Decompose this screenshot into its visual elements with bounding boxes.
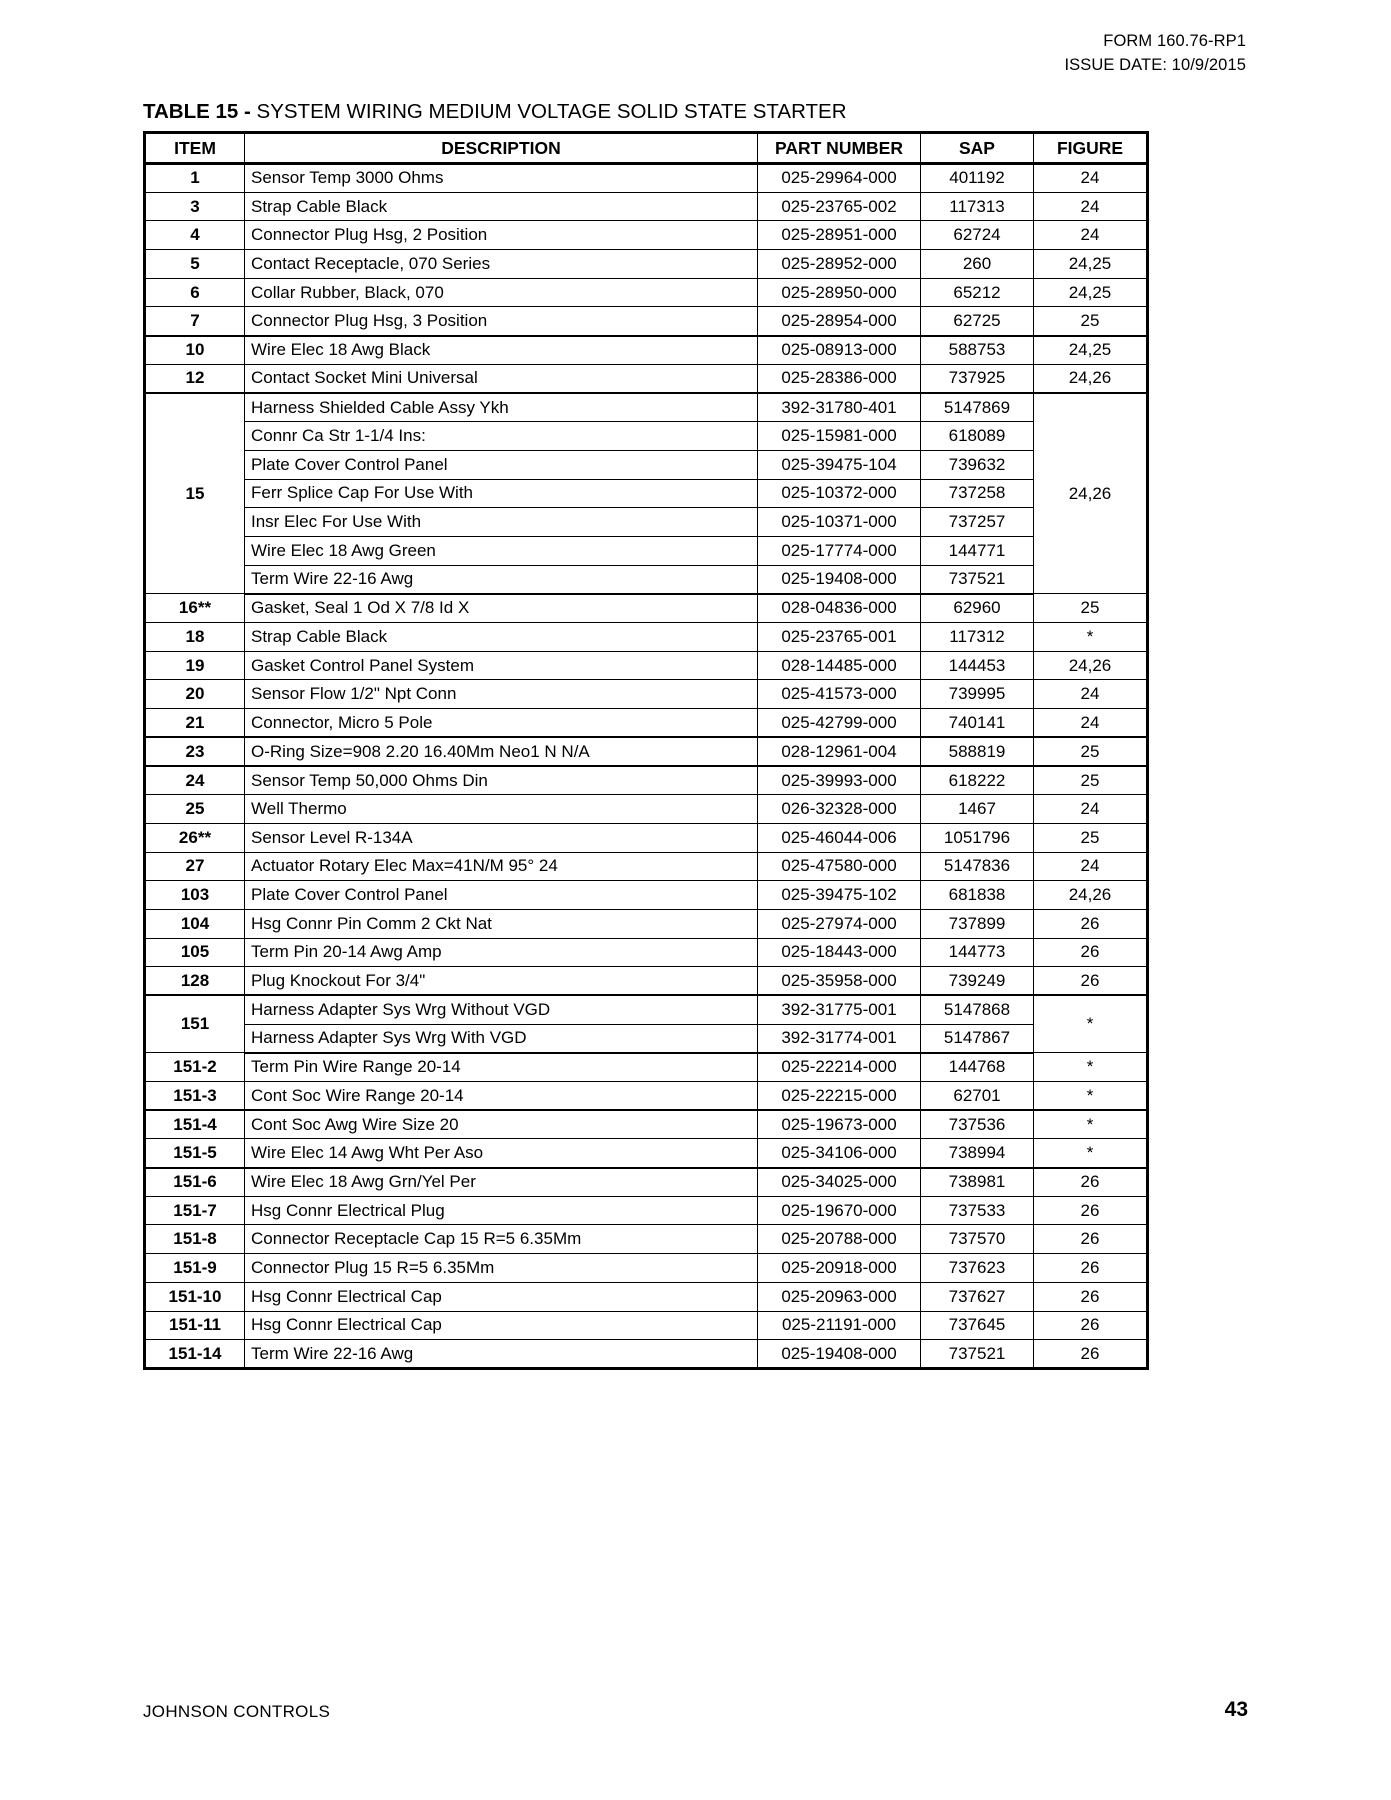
cell-part-number: 028-12961-004 [758, 737, 921, 766]
cell-part-number: 025-28950-000 [758, 278, 921, 307]
cell-part-number: 025-34025-000 [758, 1168, 921, 1197]
cell-description: Connector Plug Hsg, 2 Position [245, 221, 758, 250]
table-row [145, 680, 1148, 709]
cell-figure: 25 [1034, 766, 1148, 795]
cell-part-number: 392-31780-401 [758, 393, 921, 422]
cell-description: Term Wire 22-16 Awg [245, 1340, 758, 1369]
table-row [145, 823, 1148, 852]
cell-sap: 5147868 [921, 995, 1034, 1024]
cell-item: 151 [145, 995, 245, 1052]
cell-sap: 738994 [921, 1139, 1034, 1168]
cell-sap: 588819 [921, 737, 1034, 766]
table-row [145, 1254, 1148, 1283]
cell-part-number: 025-20788-000 [758, 1225, 921, 1254]
cell-figure: 24 [1034, 164, 1148, 193]
cell-description: Connr Ca Str 1-1/4 Ins: [245, 422, 758, 451]
cell-part-number: 025-39993-000 [758, 766, 921, 795]
cell-part-number: 025-19408-000 [758, 565, 921, 594]
table-row [145, 479, 1148, 508]
cell-description: Sensor Level R-134A [245, 823, 758, 852]
cell-item: 25 [145, 795, 245, 824]
table-row [145, 1311, 1148, 1340]
cell-sap: 737925 [921, 364, 1034, 393]
cell-part-number: 025-28952-000 [758, 250, 921, 279]
cell-item: 16** [145, 594, 245, 623]
cell-sap: 1051796 [921, 823, 1034, 852]
parts-table [143, 131, 1149, 1370]
cell-part-number: 025-28386-000 [758, 364, 921, 393]
cell-description: Term Pin Wire Range 20-14 [245, 1053, 758, 1082]
cell-sap: 739249 [921, 967, 1034, 996]
cell-sap: 740141 [921, 709, 1034, 738]
cell-description: Connector Receptacle Cap 15 R=5 6.35Mm [245, 1225, 758, 1254]
cell-description: Term Pin 20-14 Awg Amp [245, 938, 758, 967]
table-row [145, 737, 1148, 766]
cell-description: Gasket Control Panel System [245, 651, 758, 680]
cell-figure: 26 [1034, 938, 1148, 967]
cell-item: 7 [145, 307, 245, 336]
cell-item: 151-8 [145, 1225, 245, 1254]
cell-part-number: 025-17774-000 [758, 536, 921, 565]
cell-figure: 24,26 [1034, 881, 1148, 910]
cell-description: Collar Rubber, Black, 070 [245, 278, 758, 307]
table-row [145, 709, 1148, 738]
cell-item: 4 [145, 221, 245, 250]
cell-description: Sensor Temp 3000 Ohms [245, 164, 758, 193]
cell-description: Strap Cable Black [245, 623, 758, 652]
cell-part-number: 025-15981-000 [758, 422, 921, 451]
cell-sap: 737258 [921, 479, 1034, 508]
cell-item: 1 [145, 164, 245, 193]
cell-description: O-Ring Size=908 2.20 16.40Mm Neo1 N N/A [245, 737, 758, 766]
table-label: TABLE 15 - [143, 100, 251, 123]
cell-part-number: 025-42799-000 [758, 709, 921, 738]
cell-item: 151-10 [145, 1282, 245, 1311]
cell-sap: 401192 [921, 164, 1034, 193]
cell-part-number: 025-29964-000 [758, 164, 921, 193]
cell-item: 151-9 [145, 1254, 245, 1283]
cell-figure: 24,25 [1034, 336, 1148, 365]
table-row [145, 1196, 1148, 1225]
cell-sap: 5147867 [921, 1024, 1034, 1053]
parts-table-container [143, 131, 1146, 1370]
cell-sap: 144768 [921, 1053, 1034, 1082]
cell-sap: 737899 [921, 909, 1034, 938]
table-row [145, 995, 1148, 1024]
cell-part-number: 025-28954-000 [758, 307, 921, 336]
table-row [145, 192, 1148, 221]
cell-item: 21 [145, 709, 245, 738]
cell-item: 151-4 [145, 1110, 245, 1139]
cell-item: 151-2 [145, 1053, 245, 1082]
cell-sap: 65212 [921, 278, 1034, 307]
cell-description: Connector Plug Hsg, 3 Position [245, 307, 758, 336]
cell-description: Connector, Micro 5 Pole [245, 709, 758, 738]
cell-description: Harness Shielded Cable Assy Ykh [245, 393, 758, 422]
document-header [1064, 30, 1246, 78]
cell-item: 151-5 [145, 1139, 245, 1168]
cell-figure: 24,25 [1034, 278, 1148, 307]
cell-part-number: 392-31775-001 [758, 995, 921, 1024]
cell-description: Wire Elec 18 Awg Black [245, 336, 758, 365]
table-row [145, 766, 1148, 795]
cell-sap: 588753 [921, 336, 1034, 365]
cell-figure: 24 [1034, 709, 1148, 738]
form-number: FORM 160.76-RP1 [1103, 32, 1246, 50]
column-header-sap: SAP [921, 133, 1034, 164]
cell-figure: 26 [1034, 1254, 1148, 1283]
table-row [145, 422, 1148, 451]
cell-item: 3 [145, 192, 245, 221]
cell-sap: 117312 [921, 623, 1034, 652]
cell-figure: 26 [1034, 909, 1148, 938]
cell-description: Strap Cable Black [245, 192, 758, 221]
cell-sap: 62724 [921, 221, 1034, 250]
table-header-row [145, 133, 1148, 164]
cell-sap: 737533 [921, 1196, 1034, 1225]
table-row [145, 1024, 1148, 1053]
cell-item: 151-6 [145, 1168, 245, 1197]
cell-sap: 737570 [921, 1225, 1034, 1254]
cell-part-number: 028-04836-000 [758, 594, 921, 623]
cell-description: Contact Socket Mini Universal [245, 364, 758, 393]
table-row [145, 967, 1148, 996]
cell-part-number: 025-28951-000 [758, 221, 921, 250]
cell-sap: 737536 [921, 1110, 1034, 1139]
cell-figure: 26 [1034, 1225, 1148, 1254]
column-header-description: DESCRIPTION [245, 133, 758, 164]
cell-description: Harness Adapter Sys Wrg With VGD [245, 1024, 758, 1053]
cell-part-number: 025-41573-000 [758, 680, 921, 709]
cell-item: 12 [145, 364, 245, 393]
cell-part-number: 025-19670-000 [758, 1196, 921, 1225]
cell-part-number: 028-14485-000 [758, 651, 921, 680]
cell-part-number: 025-19673-000 [758, 1110, 921, 1139]
cell-sap: 618222 [921, 766, 1034, 795]
cell-figure: 26 [1034, 1168, 1148, 1197]
table-row [145, 623, 1148, 652]
cell-part-number: 025-35958-000 [758, 967, 921, 996]
cell-item: 151-7 [145, 1196, 245, 1225]
cell-figure: 25 [1034, 823, 1148, 852]
cell-figure: * [1034, 1110, 1148, 1139]
column-header-item: ITEM [145, 133, 245, 164]
cell-part-number: 025-08913-000 [758, 336, 921, 365]
cell-sap: 5147869 [921, 393, 1034, 422]
cell-item: 151-3 [145, 1082, 245, 1111]
cell-figure: 24,25 [1034, 250, 1148, 279]
cell-description: Actuator Rotary Elec Max=41N/M 95° 24 [245, 852, 758, 881]
cell-description: Hsg Connr Electrical Cap [245, 1311, 758, 1340]
cell-sap: 144771 [921, 536, 1034, 565]
cell-description: Well Thermo [245, 795, 758, 824]
cell-item: 10 [145, 336, 245, 365]
cell-sap: 62701 [921, 1082, 1034, 1111]
cell-description: Hsg Connr Electrical Cap [245, 1282, 758, 1311]
cell-sap: 737257 [921, 508, 1034, 537]
table-row [145, 651, 1148, 680]
cell-figure: 24 [1034, 795, 1148, 824]
footer-page-number: 43 [1224, 1698, 1248, 1721]
cell-sap: 737521 [921, 565, 1034, 594]
cell-part-number: 025-27974-000 [758, 909, 921, 938]
cell-figure: 24 [1034, 221, 1148, 250]
page-title [143, 100, 847, 125]
cell-item: 24 [145, 766, 245, 795]
cell-figure: 24 [1034, 852, 1148, 881]
cell-description: Sensor Temp 50,000 Ohms Din [245, 766, 758, 795]
table-row [145, 1139, 1148, 1168]
table-row [145, 565, 1148, 594]
table-body [145, 164, 1148, 1369]
cell-item: 20 [145, 680, 245, 709]
cell-sap: 739632 [921, 450, 1034, 479]
cell-part-number: 025-46044-006 [758, 823, 921, 852]
cell-part-number: 025-22214-000 [758, 1053, 921, 1082]
cell-part-number: 025-22215-000 [758, 1082, 921, 1111]
cell-sap: 681838 [921, 881, 1034, 910]
cell-item: 15 [145, 393, 245, 594]
cell-part-number: 025-10372-000 [758, 479, 921, 508]
cell-sap: 737521 [921, 1340, 1034, 1369]
cell-part-number: 025-21191-000 [758, 1311, 921, 1340]
cell-item: 18 [145, 623, 245, 652]
cell-sap: 144773 [921, 938, 1034, 967]
cell-description: Wire Elec 18 Awg Green [245, 536, 758, 565]
cell-description: Connector Plug 15 R=5 6.35Mm [245, 1254, 758, 1283]
cell-figure: 24,26 [1034, 364, 1148, 393]
table-row [145, 536, 1148, 565]
cell-part-number: 025-23765-001 [758, 623, 921, 652]
cell-part-number: 025-23765-002 [758, 192, 921, 221]
cell-description: Wire Elec 14 Awg Wht Per Aso [245, 1139, 758, 1168]
footer-company: JOHNSON CONTROLS [143, 1702, 331, 1721]
cell-sap: 5147836 [921, 852, 1034, 881]
cell-figure: 25 [1034, 594, 1148, 623]
cell-part-number: 026-32328-000 [758, 795, 921, 824]
cell-item: 5 [145, 250, 245, 279]
cell-description: Insr Elec For Use With [245, 508, 758, 537]
cell-sap: 1467 [921, 795, 1034, 824]
cell-description: Sensor Flow 1/2" Npt Conn [245, 680, 758, 709]
cell-item: 104 [145, 909, 245, 938]
cell-figure: 25 [1034, 737, 1148, 766]
cell-sap: 739995 [921, 680, 1034, 709]
column-header-figure: FIGURE [1034, 133, 1148, 164]
cell-description: Harness Adapter Sys Wrg Without VGD [245, 995, 758, 1024]
table-row [145, 938, 1148, 967]
cell-figure: * [1034, 1139, 1148, 1168]
cell-figure: * [1034, 995, 1148, 1052]
cell-part-number: 025-39475-102 [758, 881, 921, 910]
cell-figure: 26 [1034, 1311, 1148, 1340]
table-row [145, 1340, 1148, 1369]
cell-sap: 62960 [921, 594, 1034, 623]
cell-part-number: 025-10371-000 [758, 508, 921, 537]
table-row [145, 250, 1148, 279]
cell-item: 103 [145, 881, 245, 910]
cell-description: Term Wire 22-16 Awg [245, 565, 758, 594]
cell-sap: 737623 [921, 1254, 1034, 1283]
table-row [145, 1082, 1148, 1111]
table-title-text: SYSTEM WIRING MEDIUM VOLTAGE SOLID STATE STARTER [256, 100, 847, 123]
column-header-part-number: PART NUMBER [758, 133, 921, 164]
table-row [145, 278, 1148, 307]
cell-figure: * [1034, 1082, 1148, 1111]
cell-item: 128 [145, 967, 245, 996]
cell-item: 19 [145, 651, 245, 680]
table-row [145, 594, 1148, 623]
issue-date: ISSUE DATE: 10/9/2015 [1064, 55, 1246, 74]
table-row [145, 795, 1148, 824]
cell-part-number: 025-20918-000 [758, 1254, 921, 1283]
cell-part-number: 392-31774-001 [758, 1024, 921, 1053]
cell-description: Plate Cover Control Panel [245, 881, 758, 910]
table-row [145, 164, 1148, 193]
cell-sap: 737645 [921, 1311, 1034, 1340]
cell-item: 26** [145, 823, 245, 852]
table-row [145, 393, 1148, 422]
table-row [145, 1168, 1148, 1197]
cell-figure: * [1034, 623, 1148, 652]
cell-description: Hsg Connr Electrical Plug [245, 1196, 758, 1225]
cell-part-number: 025-39475-104 [758, 450, 921, 479]
cell-figure: 25 [1034, 307, 1148, 336]
cell-figure: 24 [1034, 192, 1148, 221]
table-row [145, 221, 1148, 250]
table-row [145, 1282, 1148, 1311]
cell-description: Cont Soc Awg Wire Size 20 [245, 1110, 758, 1139]
cell-item: 6 [145, 278, 245, 307]
table-row [145, 881, 1148, 910]
cell-figure: * [1034, 1053, 1148, 1082]
table-row [145, 1053, 1148, 1082]
table-head [145, 133, 1148, 164]
cell-description: Gasket, Seal 1 Od X 7/8 Id X [245, 594, 758, 623]
cell-figure: 26 [1034, 1196, 1148, 1225]
cell-item: 105 [145, 938, 245, 967]
cell-description: Contact Receptacle, 070 Series [245, 250, 758, 279]
cell-sap: 260 [921, 250, 1034, 279]
table-row [145, 1225, 1148, 1254]
cell-figure: 26 [1034, 1340, 1148, 1369]
cell-part-number: 025-18443-000 [758, 938, 921, 967]
cell-description: Ferr Splice Cap For Use With [245, 479, 758, 508]
cell-description: Plate Cover Control Panel [245, 450, 758, 479]
cell-item: 27 [145, 852, 245, 881]
cell-figure: 24 [1034, 680, 1148, 709]
cell-item: 23 [145, 737, 245, 766]
table-row [145, 909, 1148, 938]
cell-figure: 24,26 [1034, 393, 1148, 594]
table-row [145, 450, 1148, 479]
table-row [145, 336, 1148, 365]
table-row [145, 307, 1148, 336]
cell-sap: 738981 [921, 1168, 1034, 1197]
table-row [145, 364, 1148, 393]
cell-figure: 26 [1034, 1282, 1148, 1311]
document-footer [143, 1698, 1248, 1722]
cell-item: 151-14 [145, 1340, 245, 1369]
table-row [145, 508, 1148, 537]
cell-part-number: 025-34106-000 [758, 1139, 921, 1168]
cell-part-number: 025-47580-000 [758, 852, 921, 881]
cell-figure: 24,26 [1034, 651, 1148, 680]
table-row [145, 852, 1148, 881]
cell-description: Wire Elec 18 Awg Grn/Yel Per [245, 1168, 758, 1197]
cell-sap: 737627 [921, 1282, 1034, 1311]
cell-part-number: 025-20963-000 [758, 1282, 921, 1311]
cell-figure: 26 [1034, 967, 1148, 996]
cell-sap: 618089 [921, 422, 1034, 451]
cell-description: Cont Soc Wire Range 20-14 [245, 1082, 758, 1111]
cell-part-number: 025-19408-000 [758, 1340, 921, 1369]
cell-sap: 144453 [921, 651, 1034, 680]
cell-description: Plug Knockout For 3/4" [245, 967, 758, 996]
cell-sap: 117313 [921, 192, 1034, 221]
cell-description: Hsg Connr Pin Comm 2 Ckt Nat [245, 909, 758, 938]
table-row [145, 1110, 1148, 1139]
cell-sap: 62725 [921, 307, 1034, 336]
cell-item: 151-11 [145, 1311, 245, 1340]
